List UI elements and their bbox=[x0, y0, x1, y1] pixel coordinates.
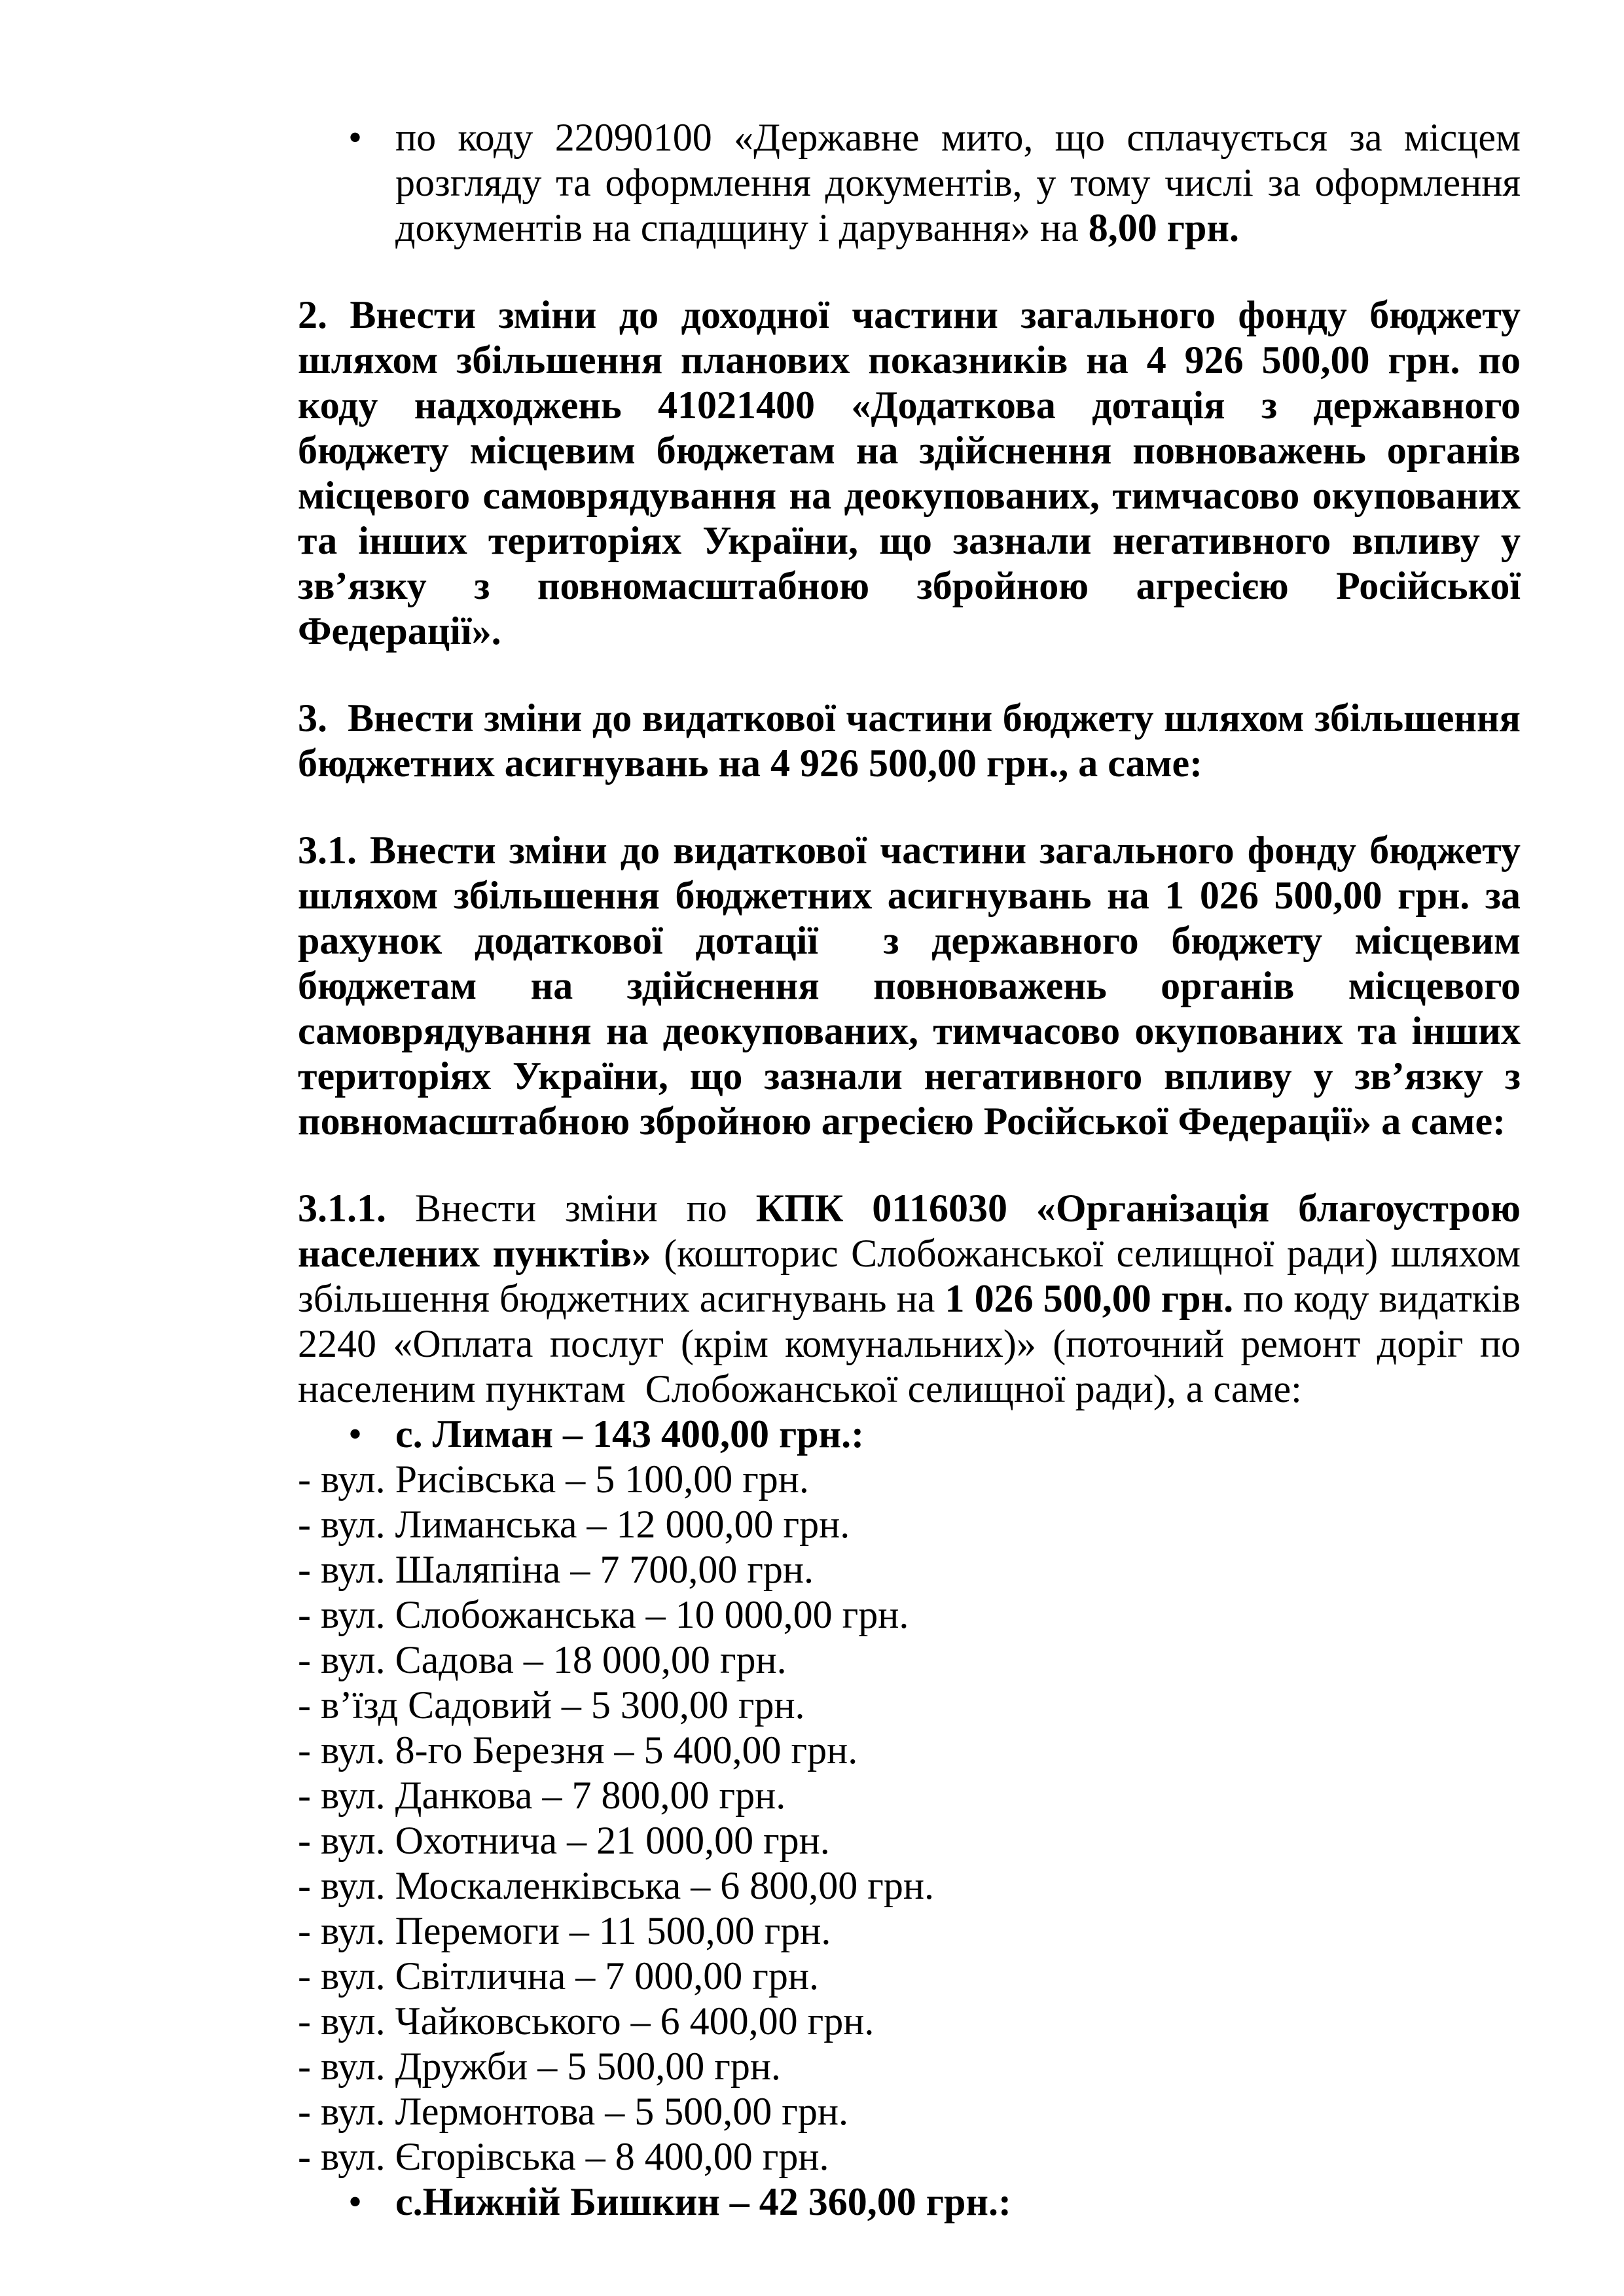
dash-prefix: - bbox=[298, 1729, 321, 1772]
paragraph-3: 3. Внести зміни до видаткової частини бюджету шляхом збільшення бюджетних асигнувань на 4 926 500,00 грн., а саме: bbox=[298, 696, 1521, 785]
street-text: вул. 8-го Березня – 5 400,00 грн. bbox=[320, 1729, 858, 1772]
street-text: вул. Охотнича – 21 000,00 грн. bbox=[320, 1819, 830, 1862]
street-text: вул. Лермонтова – 5 500,00 грн. bbox=[320, 2090, 848, 2133]
lyman-header-item bbox=[298, 1412, 1521, 1457]
dash-prefix: - bbox=[298, 1683, 321, 1727]
street-text: вул. Садова – 18 000,00 грн. bbox=[320, 1638, 787, 1681]
dash-prefix: - bbox=[298, 2135, 321, 2178]
street-item bbox=[298, 1502, 1521, 1547]
document-content bbox=[298, 115, 1521, 2225]
paragraph-3-1-1-tail: по коду видатків 2240 «Оплата послуг (крім комунальних)» (поточний ремонт доріг по населеним пунктам Слобожанської селищної ради), а саме: bbox=[298, 1277, 1521, 1410]
lyman-header: с. Лиман – 143 400,00 грн.: bbox=[395, 1412, 865, 1456]
street-text: вул. Слобожанська – 10 000,00 грн. bbox=[320, 1593, 909, 1636]
paragraph-3-1-1 bbox=[298, 1186, 1521, 1412]
dash-prefix: - bbox=[298, 2090, 321, 2133]
street-item bbox=[298, 2134, 1521, 2179]
dash-prefix: - bbox=[298, 1954, 321, 1998]
street-item bbox=[298, 1954, 1521, 1999]
dash-prefix: - bbox=[298, 2000, 321, 2043]
paragraph-3-1-1-lead: Внести зміни по bbox=[386, 1187, 756, 1230]
street-item bbox=[298, 1999, 1521, 2044]
dash-prefix: - bbox=[298, 1548, 321, 1591]
street-text: в’їзд Садовий – 5 300,00 грн. bbox=[320, 1683, 805, 1727]
intro-text: по коду 22090100 «Державне мито, що сплачується за місцем розгляду та оформлення документів, у тому числі за оформлення документів на спадщину і дарування» на bbox=[395, 116, 1521, 249]
intro-bullet-item bbox=[298, 115, 1521, 251]
dash-prefix: - bbox=[298, 1593, 321, 1636]
street-item bbox=[298, 2089, 1521, 2134]
bullet-icon: • bbox=[348, 2180, 363, 2223]
street-text: вул. Дружби – 5 500,00 грн. bbox=[320, 2045, 781, 2088]
dash-prefix: - bbox=[298, 1774, 321, 1817]
bishkin-header: с.Нижній Бишкин – 42 360,00 грн.: bbox=[395, 2180, 1011, 2223]
street-item bbox=[298, 1457, 1521, 1502]
paragraph-3-1-1-mid: (кошторис Слобожанської селищної ради) шляхом збільшення бюджетних асигнувань на bbox=[298, 1232, 1521, 1320]
street-item bbox=[298, 2044, 1521, 2089]
dash-prefix: - bbox=[298, 1909, 321, 1952]
dash-prefix: - bbox=[298, 1638, 321, 1681]
street-text: вул. Лиманська – 12 000,00 грн. bbox=[320, 1503, 850, 1546]
street-text: вул. Данкова – 7 800,00 грн. bbox=[320, 1774, 786, 1817]
paragraph-3-1-1-kpk: КПК 0116030 «Організація благоустрою населених пунктів» bbox=[298, 1187, 1521, 1275]
paragraph-2: 2. Внести зміни до доходної частини загального фонду бюджету шляхом збільшення планових показників на 4 926 500,00 грн. по коду надходжень 41021400 «Додаткова дотація з державного бюджету місцевим бюджетам на здійснення повноважень органів місцевого самоврядування на деокупованих, тимчасово окупованих та інших територіях України, що зазнали негативного впливу у зв’язку з повномасштабною збройною агресією Російської Федерації». bbox=[298, 293, 1521, 653]
dash-prefix: - bbox=[298, 2045, 321, 2088]
dash-prefix: - bbox=[298, 1819, 321, 1862]
street-text: вул. Єгорівська – 8 400,00 грн. bbox=[320, 2135, 829, 2178]
street-item bbox=[298, 1638, 1521, 1683]
street-item bbox=[298, 1863, 1521, 1909]
paragraph-3-1: 3.1. Внести зміни до видаткової частини загального фонду бюджету шляхом збільшення бюджетних асигнувань на 1 026 500,00 грн. за рахунок додаткової дотації з державного бюджету місцевим бюджетам на здійснення повноважень органів місцевого самоврядування на деокупованих, тимчасово окупованих та інших територіях України, що зазнали негативного впливу у зв’язку з повномасштабною збройною агресією Російської Федерації» а саме: bbox=[298, 829, 1521, 1143]
street-item bbox=[298, 1728, 1521, 1773]
street-text: вул. Рисівська – 5 100,00 грн. bbox=[320, 1458, 809, 1501]
paragraph-3-1-1-number: 3.1.1. bbox=[298, 1187, 386, 1230]
street-item bbox=[298, 1547, 1521, 1592]
street-text: вул. Шаляпіна – 7 700,00 грн. bbox=[320, 1548, 814, 1591]
street-item bbox=[298, 1909, 1521, 1954]
street-text: вул. Москаленківська – 6 800,00 грн. bbox=[320, 1864, 935, 1907]
street-item bbox=[298, 1773, 1521, 1818]
street-text: вул. Перемоги – 11 500,00 грн. bbox=[320, 1909, 831, 1952]
bullet-icon: • bbox=[348, 116, 363, 159]
bishkin-header-item bbox=[298, 2179, 1521, 2225]
intro-amount: 8,00 грн. bbox=[1088, 206, 1239, 249]
street-text: вул. Чайковського – 6 400,00 грн. bbox=[320, 2000, 875, 2043]
street-item bbox=[298, 1683, 1521, 1728]
dash-prefix: - bbox=[298, 1503, 321, 1546]
dash-prefix: - bbox=[298, 1864, 321, 1907]
bullet-icon: • bbox=[348, 1412, 363, 1456]
street-item bbox=[298, 1818, 1521, 1863]
street-item bbox=[298, 1592, 1521, 1638]
dash-prefix: - bbox=[298, 1458, 321, 1501]
street-text: вул. Світлична – 7 000,00 грн. bbox=[320, 1954, 819, 1998]
paragraph-3-1-1-amount: 1 026 500,00 грн. bbox=[945, 1277, 1234, 1320]
